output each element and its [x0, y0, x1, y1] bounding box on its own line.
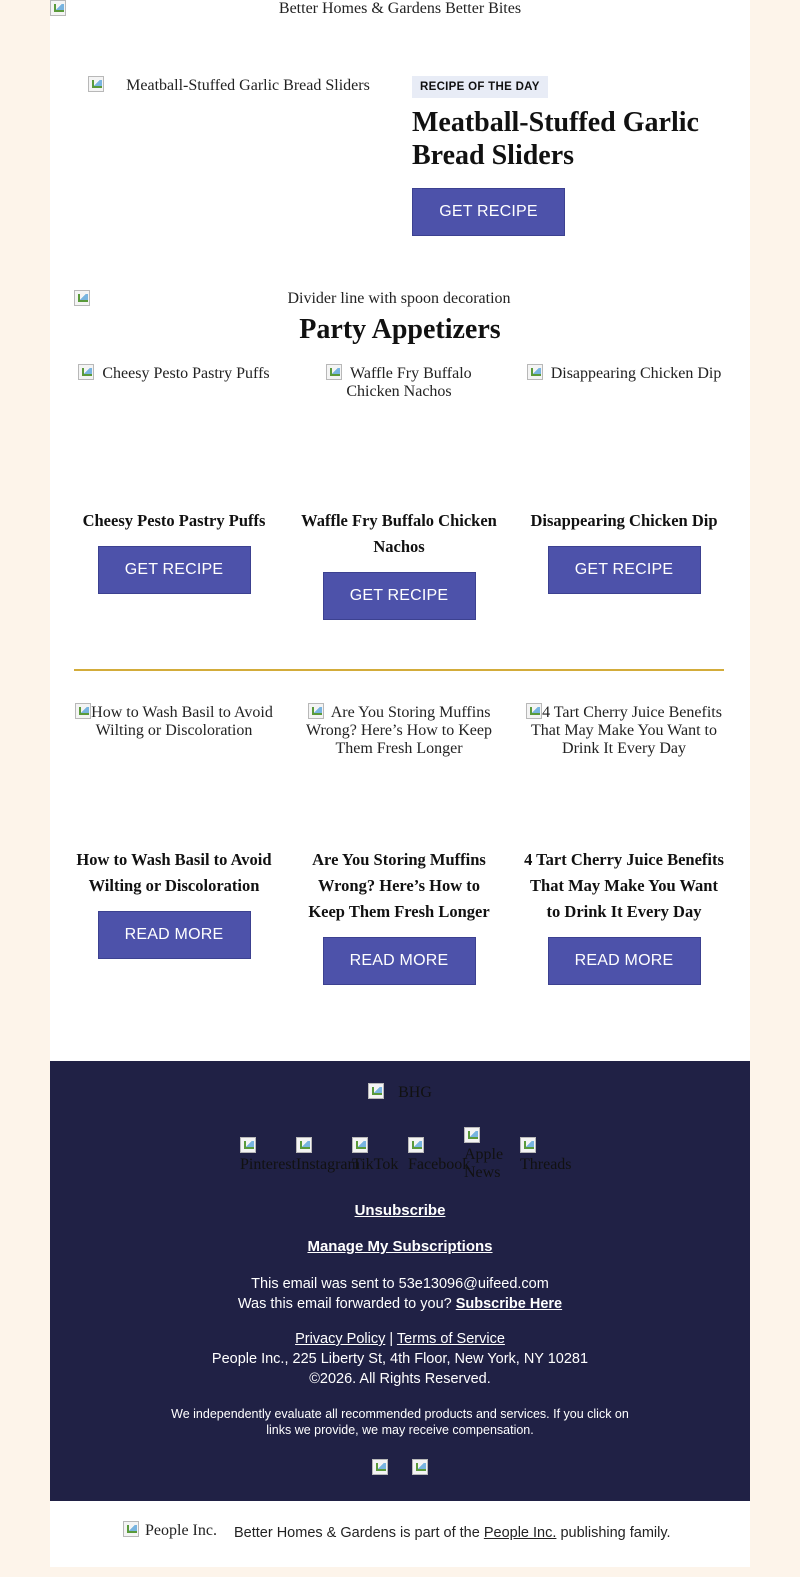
article-card [299, 703, 499, 985]
broken-image-icon [526, 703, 542, 719]
company-address: People Inc., 225 Liberty St, 4th Floor, New York, NY 10281 [211, 1351, 589, 1367]
article-read-more-button[interactable]: READ MORE [98, 911, 251, 959]
threads-icon[interactable] [520, 1137, 572, 1177]
hero-title[interactable]: Meatball-Stuffed Garlic Bread Sliders [412, 107, 699, 171]
apple-news-icon[interactable] [464, 1127, 504, 1181]
publisher-bar [50, 1501, 750, 1567]
facebook-icon[interactable] [408, 1137, 471, 1177]
apple-news-alt: Apple News [464, 1146, 504, 1181]
affiliate-disclaimer: We independently evaluate all recommended products and services. If you click on links we provide, we may receive compensation. [171, 1407, 629, 1437]
broken-image-icon [368, 1083, 384, 1099]
broken-image-icon [123, 1521, 139, 1537]
copyright: ©2026. All Rights Reserved. [309, 1371, 491, 1387]
pinterest-icon[interactable] [240, 1137, 296, 1177]
article-image[interactable] [299, 703, 499, 845]
people-inc-logo[interactable] [123, 1521, 217, 1540]
tiktok-icon[interactable] [352, 1137, 399, 1177]
recipe-image-alt: Waffle Fry Buffalo Chicken Nachos [346, 365, 472, 400]
article-image-alt: How to Wash Basil to Avoid Wilting or Discoloration [91, 704, 273, 739]
sent-to-notice [50, 1274, 750, 1314]
recipe-card [74, 364, 274, 594]
recipe-card [299, 364, 499, 620]
recipe-of-the-day [50, 28, 750, 288]
broken-image-icon [74, 290, 90, 306]
publisher-note [234, 1525, 671, 1541]
legal-separator: | [389, 1331, 394, 1347]
recipe-get-recipe-button[interactable]: GET RECIPE [98, 546, 251, 594]
pinterest-alt: Pinterest [240, 1156, 296, 1173]
recipe-image-alt: Cheesy Pesto Pastry Puffs [102, 365, 270, 382]
article-card [524, 703, 724, 985]
recipe-get-recipe-button[interactable]: GET RECIPE [548, 546, 701, 594]
publisher-text-after: publishing family. [560, 1525, 671, 1541]
article-image[interactable] [524, 703, 724, 845]
sent-prefix: This email was sent to [251, 1276, 395, 1292]
unsubscribe-link[interactable]: Unsubscribe [354, 1202, 446, 1219]
broken-image-icon [464, 1127, 480, 1143]
hero-image-alt: Meatball-Stuffed Garlic Bread Sliders [126, 77, 370, 94]
people-inc-link[interactable]: People Inc. [483, 1525, 557, 1541]
article-title[interactable]: 4 Tart Cherry Juice Benefits That May Make You Want to Drink It Every Day [524, 850, 724, 921]
manage-subscriptions-link[interactable]: Manage My Subscriptions [307, 1238, 493, 1255]
article-read-more-button[interactable]: READ MORE [548, 937, 701, 985]
broken-image-icon [326, 364, 342, 380]
recipe-of-the-day-badge: RECIPE OF THE DAY [412, 76, 548, 98]
article-read-more-button[interactable]: READ MORE [323, 937, 476, 985]
article-image[interactable] [74, 703, 274, 845]
recipe-get-recipe-button[interactable]: GET RECIPE [323, 572, 476, 620]
tracking-image-icon [412, 1459, 428, 1475]
tiktok-alt: TikTok [352, 1156, 399, 1173]
recipe-title[interactable]: Cheesy Pesto Pastry Puffs [82, 511, 266, 530]
article-image-alt: 4 Tart Cherry Juice Benefits That May Make You Want to Drink It Every Day [531, 704, 722, 757]
header-logo-alt: Better Homes & Gardens Better Bites [278, 0, 522, 17]
email-body [50, 0, 750, 1567]
footer-logo-alt: BHG [398, 1084, 432, 1101]
threads-alt: Threads [520, 1156, 572, 1173]
broken-image-icon [78, 364, 94, 380]
recipe-image[interactable] [524, 364, 724, 504]
article-title[interactable]: Are You Storing Muffins Wrong? Here’s How to Keep Them Fresh Longer [308, 850, 490, 921]
recipe-image[interactable] [299, 364, 499, 504]
publisher-text-before: Better Homes & Gardens is part of the [234, 1525, 480, 1541]
privacy-policy-link[interactable]: Privacy Policy [295, 1331, 386, 1347]
recipient-email: 53e13096@uifeed.com [398, 1276, 549, 1292]
broken-image-icon [296, 1137, 312, 1153]
header-logo[interactable] [50, 0, 750, 28]
social-links [240, 1127, 572, 1181]
spoon-divider [74, 290, 724, 308]
terms-of-service-link[interactable]: Terms of Service [396, 1331, 505, 1347]
gold-divider-line [74, 669, 724, 671]
recipe-image[interactable] [74, 364, 274, 504]
hero-get-recipe-button[interactable]: GET RECIPE [412, 188, 565, 236]
instagram-icon[interactable] [296, 1137, 360, 1177]
broken-image-icon [308, 703, 324, 719]
broken-image-icon [75, 703, 91, 719]
email-footer [50, 1061, 750, 1501]
broken-image-icon [240, 1137, 256, 1153]
facebook-alt: Facebook [408, 1156, 471, 1173]
legal-info [50, 1329, 750, 1389]
article-image-alt: Are You Storing Muffins Wrong? Here’s How to Keep Them Fresh Longer [306, 704, 492, 757]
broken-image-icon [88, 76, 104, 92]
recipe-title[interactable]: Waffle Fry Buffalo Chicken Nachos [301, 511, 497, 556]
recipe-image-alt: Disappearing Chicken Dip [550, 365, 722, 382]
people-inc-logo-alt: People Inc. [145, 1522, 217, 1539]
divider-alt: Divider line with spoon decoration [287, 290, 511, 307]
broken-image-icon [352, 1137, 368, 1153]
recipe-card [524, 364, 724, 594]
instagram-alt: Instagram [296, 1156, 360, 1173]
hero-image[interactable] [74, 76, 384, 95]
section-title: Party Appetizers [299, 314, 501, 345]
broken-image-icon [527, 364, 543, 380]
broken-image-icon [408, 1137, 424, 1153]
forwarded-question: Was this email forwarded to you? [237, 1296, 452, 1312]
recipe-title[interactable]: Disappearing Chicken Dip [530, 511, 718, 530]
article-card [74, 703, 274, 959]
tracking-image-icon [372, 1459, 388, 1475]
article-title[interactable]: How to Wash Basil to Avoid Wilting or Discoloration [76, 850, 272, 895]
broken-image-icon [520, 1137, 536, 1153]
subscribe-here-link[interactable]: Subscribe Here [455, 1296, 563, 1312]
footer-logo[interactable] [50, 1083, 750, 1102]
